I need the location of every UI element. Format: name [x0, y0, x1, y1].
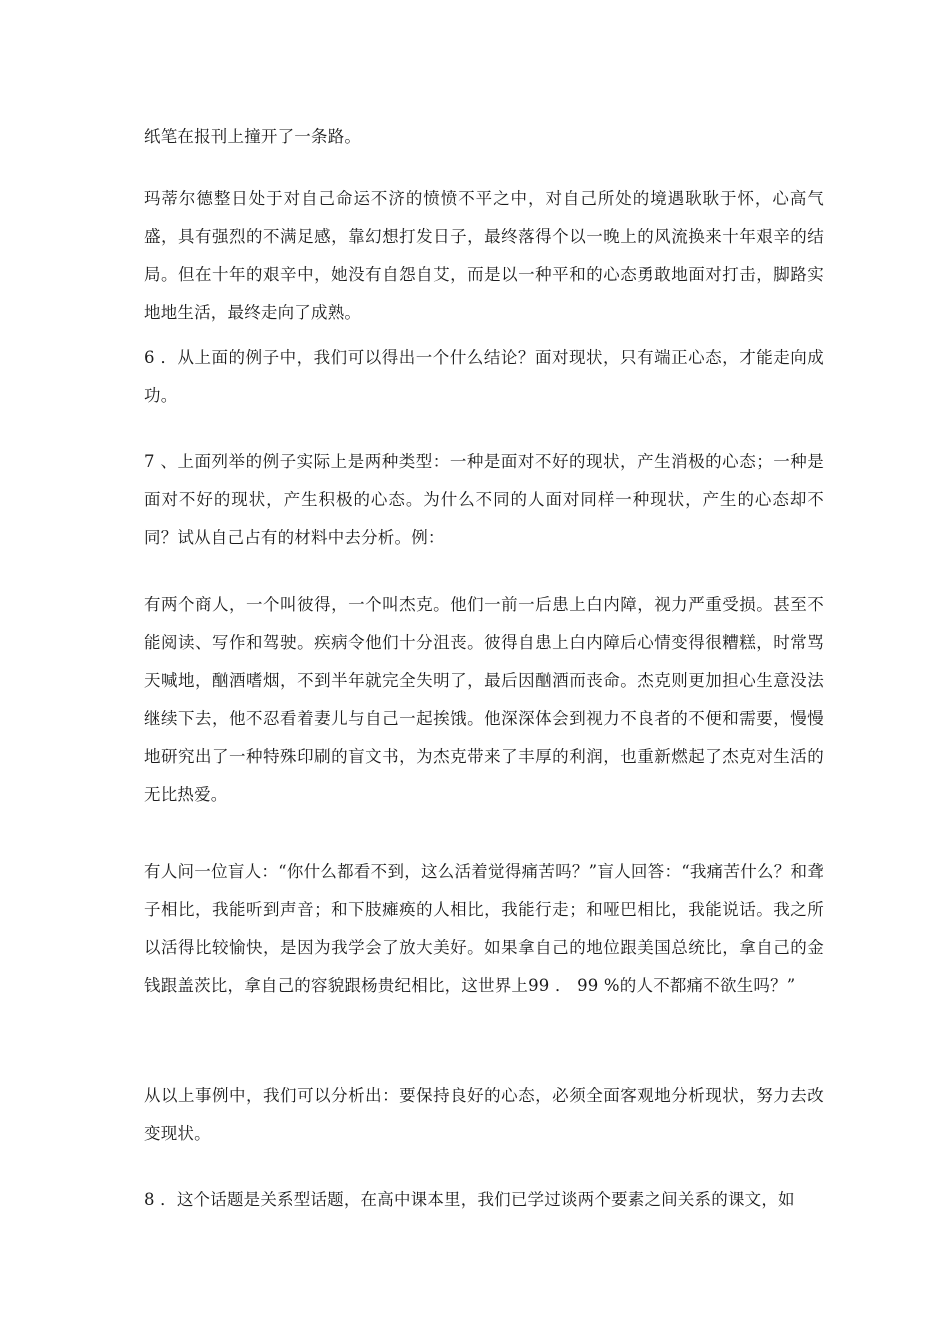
- paragraph-3: 6 ．从上面的例子中，我们可以得出一个什么结论？面对现状，只有端正心态，才能走向成功。: [144, 348, 824, 405]
- paragraph-2: 玛蒂尔德整日处于对自己命运不济的愤愤不平之中，对自己所处的境遇耿耿于怀，心高气盛，具有强烈的不满足感，靠幻想打发日子，最终落得个以一晚上的风流换来十年艰辛的结局。但在十年的艰辛中，她没有自怨自艾，而是以一种平和的心态勇敢地面对打击，脚路实地地生活，最终走向了成熟。: [144, 189, 824, 322]
- paragraph-1: 纸笔在报刊上撞开了一条路。: [144, 127, 362, 146]
- paragraph-6: 有人问一位盲人：“你什么都看不到，这么活着觉得痛苦吗？”盲人回答：“我痛苦什么？和聋子相比，我能听到声音；和下肢瘫痪的人相比，我能行走；和哑巴相比，我能说话。我之所以活得比较愉快，是因为我学会了放大美好。如果拿自己的地位跟美国总统比，拿自己的金钱跟盖茨比，拿自己的容貌跟杨贵纪相比，这世界上99 ． 99 %的人不都痛不欲生吗？”: [144, 862, 824, 995]
- paragraph-8: 8 ．这个话题是关系型话题，在高中课本里，我们已学过谈两个要素之间关系的课文，如: [144, 1190, 795, 1209]
- paragraph-5: 有两个商人，一个叫彼得，一个叫杰克。他们一前一后患上白内障，视力严重受损。甚至不能阅读、写作和驾驶。疾病令他们十分沮丧。彼得自患上白内障后心情变得很糟糕，时常骂天喊地，酗酒嗜烟，不到半年就完全失明了，最后因酗酒而丧命。杰克则更加担心生意没法继续下去，他不忍看着妻儿与自己一起挨饿。他深深体会到视力不良者的不便和需要，慢慢地研究出了一种特殊印刷的盲文书，为杰克带来了丰厚的利润，也重新燃起了杰克对生活的无比热爱。: [144, 595, 824, 804]
- paragraph-4: 7 、上面列举的例子实际上是两种类型：一种是面对不好的现状，产生消极的心态；一种是面对不好的现状，产生积极的心态。为什么不同的人面对同样一种现状，产生的心态却不同？试从自己占有的材料中去分析。例：: [144, 452, 824, 547]
- paragraph-7: 从以上事例中，我们可以分析出：要保持良好的心态，必须全面客观地分析现状，努力去改变现状。: [144, 1086, 824, 1143]
